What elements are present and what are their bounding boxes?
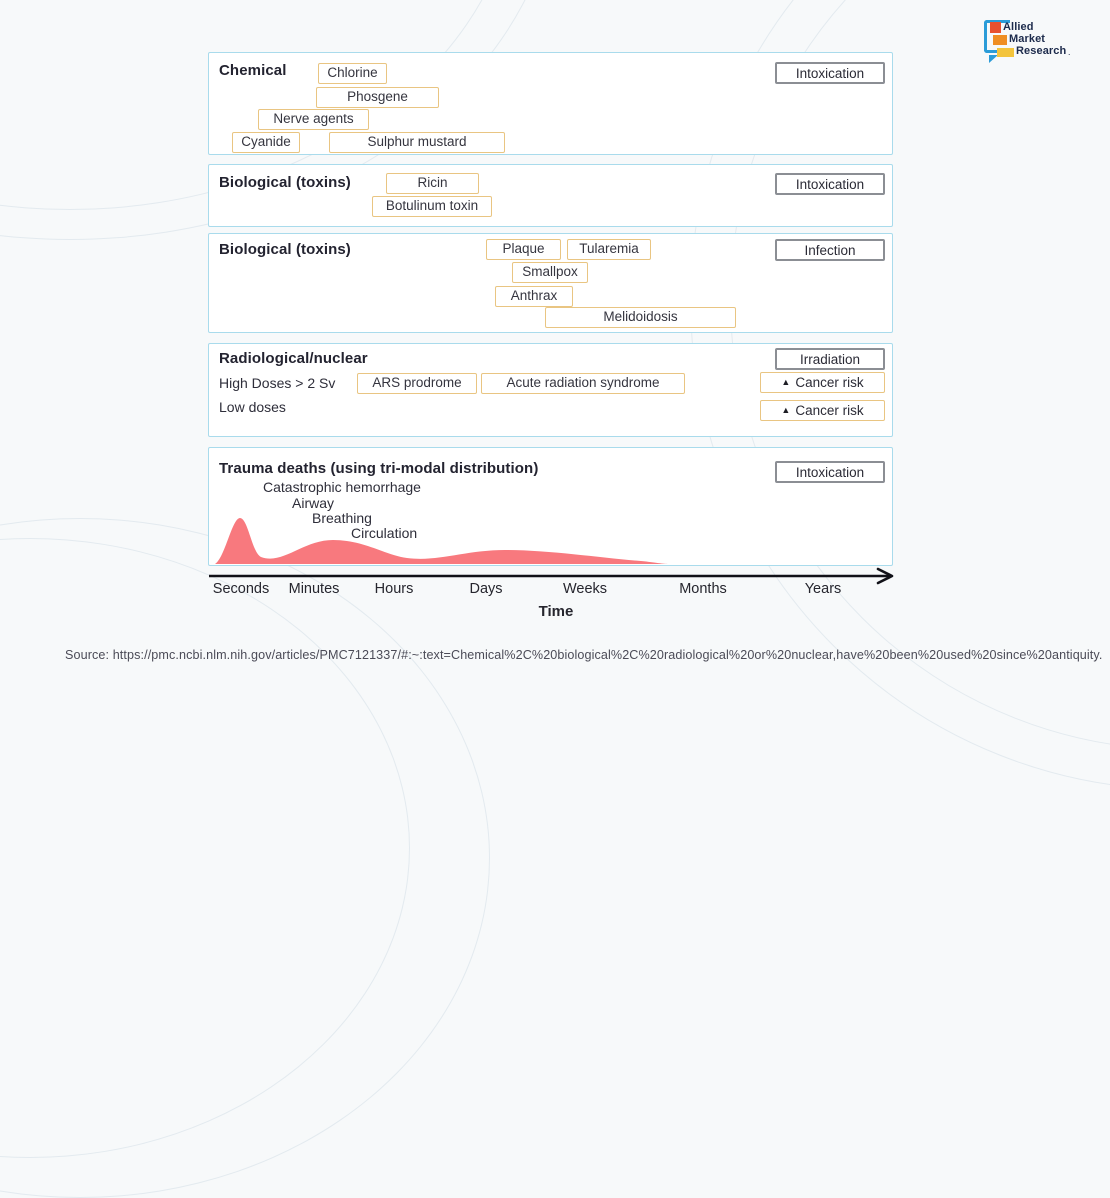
trauma-label-circulation: Circulation (351, 525, 418, 541)
logo-row (993, 34, 1045, 45)
dose-label-low: Low doses (219, 399, 286, 415)
agent-box-ars-prodrome: ARS prodrome (357, 373, 477, 394)
agent-box-cyanide: Cyanide (232, 132, 300, 153)
allied-market-research-logo (984, 17, 1090, 63)
outcome-badge-irradiation: Irradiation (775, 348, 885, 370)
axis-tick-days: Days (469, 581, 503, 597)
dose-label-high: High Doses > 2 Sv (219, 375, 336, 391)
risk-label: Cancer risk (795, 375, 864, 390)
logo-row (990, 22, 1034, 33)
panel-biological-toxins (208, 164, 893, 227)
outcome-badge-intoxication: Intoxication (775, 173, 885, 195)
axis-tick-hours: Hours (374, 581, 414, 597)
panel-title: Biological (toxins) (219, 174, 351, 191)
agent-box-chlorine: Chlorine (318, 63, 387, 84)
agent-box-plaque: Plaque (486, 239, 561, 260)
logo-square-icon (993, 35, 1007, 45)
panel-title: Biological (toxins) (219, 241, 351, 258)
panel-biological-infection (208, 233, 893, 333)
background-contour-decoration (0, 538, 410, 1158)
axis-tick-months: Months (679, 581, 727, 597)
panel-radiological-nuclear (208, 343, 893, 437)
trauma-label-airway: Airway (292, 495, 335, 511)
panel-title: Chemical (219, 62, 287, 79)
outcome-badge-infection: Infection (775, 239, 885, 261)
agent-box-tularemia: Tularemia (567, 239, 651, 260)
logo-text-market: Market (1009, 33, 1046, 45)
trauma-label-breathing: Breathing (312, 510, 372, 526)
increase-icon: ▲ (781, 405, 791, 415)
axis-tick-weeks: Weeks (562, 581, 608, 597)
agent-box-smallpox: Smallpox (512, 262, 588, 283)
agent-box-melidoidosis: Melidoidosis (545, 307, 736, 328)
increase-icon: ▲ (781, 377, 791, 387)
agent-box-nerve-agents: Nerve agents (258, 109, 369, 130)
logo-square-icon (990, 22, 1001, 33)
agent-box-acute-radiation-syndrome: Acute radiation syndrome (481, 373, 685, 394)
agent-box-botulinum-toxin: Botulinum toxin (372, 196, 492, 217)
outcome-badge-intoxication: Intoxication (775, 62, 885, 84)
agent-box-sulphur-mustard: Sulphur mustard (329, 132, 505, 153)
registered-mark: . (1068, 51, 1071, 57)
risk-badge-cancer-low (760, 400, 885, 421)
axis-title-time: Time (538, 603, 574, 620)
agent-box-phosgene: Phosgene (316, 87, 439, 108)
logo-text-allied: Allied (1003, 21, 1034, 33)
source-text: Source: https://pmc.ncbi.nlm.nih.gov/articles/PMC7121337/#:~:text=Chemical%2C%20biological%2C%20radiological%20or%20nuclear,have%20been%20used%20since%20antiquity. (65, 648, 1103, 662)
logo-row (997, 46, 1070, 57)
risk-badge-cancer-high (760, 372, 885, 393)
trauma-label-catastrophic-hemorrhage: Catastrophic hemorrhage (263, 479, 421, 495)
agent-box-ricin: Ricin (386, 173, 479, 194)
panel-title: Trauma deaths (using tri-modal distribution) (219, 460, 539, 477)
logo-text-research: Research (1016, 45, 1067, 57)
risk-label: Cancer risk (795, 403, 864, 418)
logo-square-icon (997, 48, 1014, 57)
panel-trauma-deaths (208, 447, 893, 566)
background-contour-decoration (0, 518, 490, 1198)
agent-box-anthrax: Anthrax (495, 286, 573, 307)
axis-tick-seconds: Seconds (212, 581, 270, 597)
panel-chemical (208, 52, 893, 155)
axis-tick-minutes: Minutes (288, 581, 340, 597)
axis-tick-years: Years (804, 581, 842, 597)
panel-title: Radiological/nuclear (219, 350, 368, 367)
outcome-badge-intoxication: Intoxication (775, 461, 885, 483)
trimodal-distribution-curve (209, 448, 891, 565)
